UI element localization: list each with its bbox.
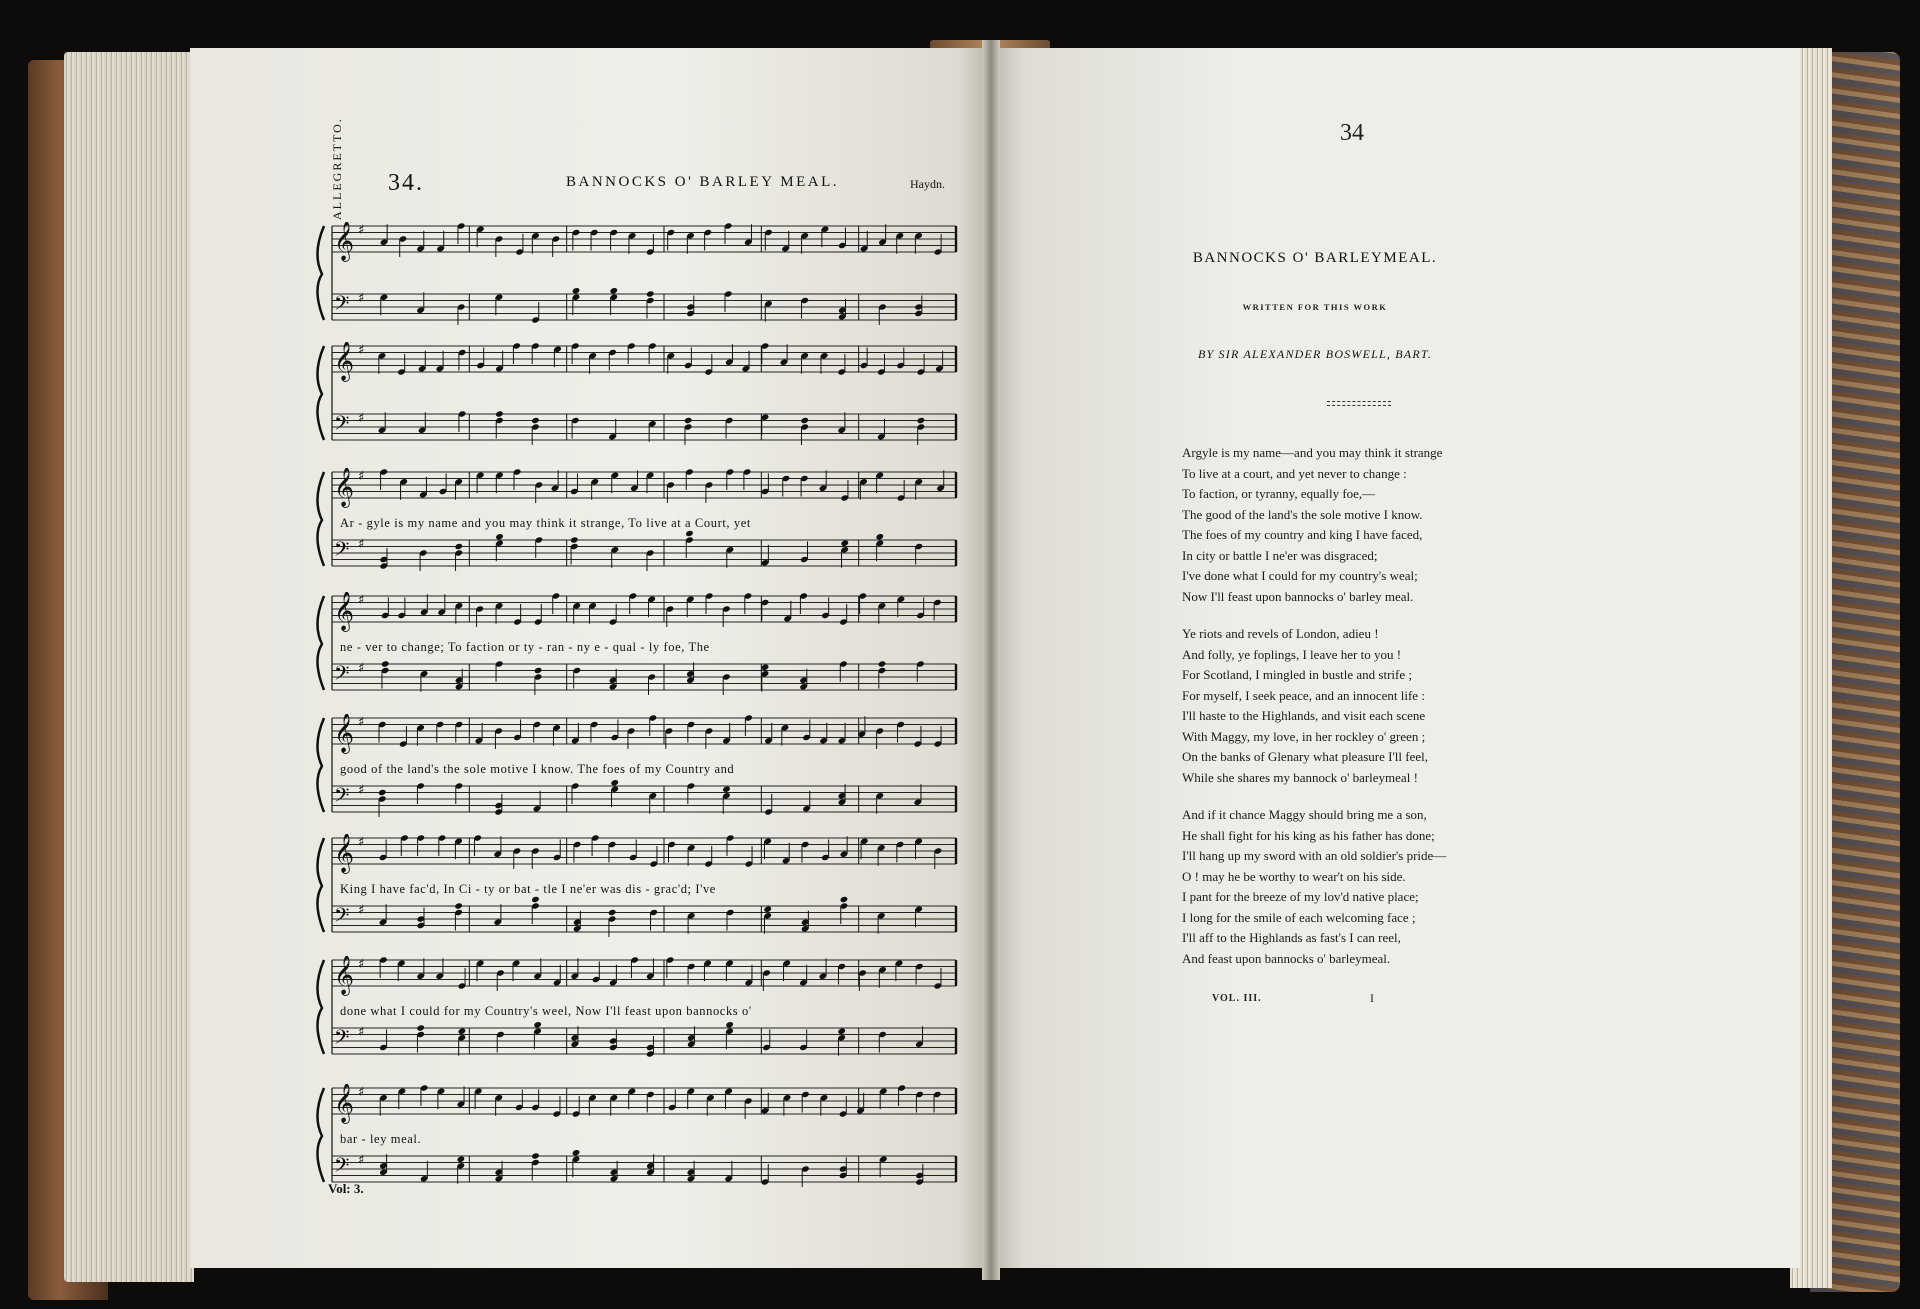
ornamental-rule bbox=[1327, 401, 1391, 406]
svg-text:𝄞: 𝄞 bbox=[334, 222, 355, 261]
stanza-1 bbox=[1182, 443, 1602, 607]
svg-text:♯: ♯ bbox=[358, 782, 365, 798]
left-page-number: 34. bbox=[388, 170, 424, 196]
svg-text:𝄢: 𝄢 bbox=[334, 537, 350, 566]
verse-line: I'll haste to the Highlands, and visit each scene bbox=[1182, 708, 1426, 723]
verse-line: I'll hang up my sword with an old soldier's pride— bbox=[1182, 848, 1447, 863]
svg-text:♯: ♯ bbox=[358, 410, 365, 426]
stanza-3 bbox=[1182, 805, 1602, 969]
verse-line: While she shares my bannock o' barleymeal ! bbox=[1182, 769, 1418, 785]
music-system bbox=[308, 1084, 960, 1202]
verse-line: I long for the smile of each welcoming face ; bbox=[1182, 909, 1416, 925]
svg-text:𝄢: 𝄢 bbox=[334, 291, 350, 320]
verse-line: Argyle is my name—and you may think it strange bbox=[1182, 445, 1443, 460]
svg-text:♯: ♯ bbox=[358, 536, 365, 552]
tempo-marking: ALLEGRETTO. bbox=[330, 117, 344, 220]
svg-text:♯: ♯ bbox=[358, 1084, 365, 1100]
svg-text:𝄞: 𝄞 bbox=[334, 342, 355, 381]
verse-line: To faction, or tyranny, equally foe,— bbox=[1182, 486, 1376, 501]
footer-signature: I bbox=[1370, 991, 1374, 1005]
verse-line: The foes of my country and king I have faced, bbox=[1182, 527, 1423, 542]
music-system bbox=[308, 592, 960, 710]
svg-text:♯: ♯ bbox=[358, 714, 365, 730]
svg-text:𝄢: 𝄢 bbox=[334, 411, 350, 440]
svg-text:♯: ♯ bbox=[358, 902, 365, 918]
verse-line: For Scotland, I mingled in bustle and strife ; bbox=[1182, 667, 1412, 682]
svg-text:♯: ♯ bbox=[358, 660, 365, 676]
verse-line: I've done what I could for my country's weal; bbox=[1182, 568, 1418, 583]
verse-line: For myself, I seek peace, and an innocent life : bbox=[1182, 687, 1425, 703]
book-gutter bbox=[982, 40, 1000, 1280]
music-system bbox=[308, 342, 960, 460]
page-edges-left bbox=[64, 52, 194, 1282]
svg-text:𝄢: 𝄢 bbox=[334, 903, 350, 932]
verse-line: And feast upon bannocks o' barleymeal. bbox=[1182, 950, 1391, 966]
lyric-line: Ar - gyle is my name and you may think it strange, To live at a Court, yet bbox=[340, 516, 751, 530]
lyric-line: bar - ley meal. bbox=[340, 1132, 422, 1146]
svg-text:𝄢: 𝄢 bbox=[334, 661, 350, 690]
verse-line: The good of the land's the sole motive I know. bbox=[1182, 506, 1423, 522]
svg-text:♯: ♯ bbox=[358, 1152, 365, 1168]
svg-text:♯: ♯ bbox=[358, 290, 365, 306]
volume-mark: Vol: 3. bbox=[328, 1181, 364, 1196]
svg-text:𝄢: 𝄢 bbox=[334, 1153, 350, 1182]
lyric-line: King I have fac'd, In Ci - ty or bat - tle I ne'er was dis - grac'd; I've bbox=[340, 882, 716, 896]
verse-line: O ! may he be worthy to wear't on his side. bbox=[1182, 868, 1406, 884]
verse-line: In city or battle I ne'er was disgraced; bbox=[1182, 547, 1378, 563]
verse-line: He shall fight for his king as his father has done; bbox=[1182, 827, 1435, 843]
svg-text:𝄞: 𝄞 bbox=[334, 1084, 355, 1123]
poem-title: BANNOCKS O' BARLEYMEAL. bbox=[1192, 250, 1438, 266]
verse-line: I'll aff to the Highlands as fast's I can reel, bbox=[1182, 930, 1401, 945]
svg-text:𝄞: 𝄞 bbox=[334, 956, 355, 995]
verse-line: And folly, ye foplings, I leave her to you ! bbox=[1182, 646, 1402, 662]
svg-text:♯: ♯ bbox=[358, 1024, 365, 1040]
verse-line: Ye riots and revels of London, adieu ! bbox=[1182, 626, 1379, 641]
svg-text:♯: ♯ bbox=[358, 834, 365, 850]
verse-line: And if it chance Maggy should bring me a son, bbox=[1182, 807, 1427, 822]
svg-text:♯: ♯ bbox=[358, 468, 365, 484]
lyric-line: good of the land's the sole motive I know. The foes of my Country and bbox=[340, 762, 735, 776]
verse-line: I pant for the breeze of my lov'd native place; bbox=[1182, 889, 1419, 904]
music-system bbox=[308, 714, 960, 832]
footer-volume: VOL. III. bbox=[1212, 993, 1262, 1004]
poem-author: BY SIR ALEXANDER BOSWELL, BART. bbox=[1197, 347, 1433, 361]
svg-text:♯: ♯ bbox=[358, 222, 365, 238]
verse-line: To live at a court, and yet never to change : bbox=[1182, 465, 1407, 481]
svg-text:♯: ♯ bbox=[358, 342, 365, 358]
verse-line: With Maggy, my love, in her rockley o' green ; bbox=[1182, 728, 1426, 744]
lyric-line: done what I could for my Country's weel, Now I'll feast upon bannocks o' bbox=[340, 1004, 752, 1018]
composer-name: Haydn. bbox=[910, 177, 945, 191]
verse-line: On the banks of Glenary what pleasure I'll feel, bbox=[1182, 749, 1429, 764]
lyric-line: ne - ver to change; To faction or ty - ran - ny e - qual - ly foe, The bbox=[340, 640, 710, 654]
svg-text:𝄢: 𝄢 bbox=[334, 783, 350, 812]
svg-text:𝄞: 𝄞 bbox=[334, 592, 355, 631]
song-title: BANNOCKS O' BARLEY MEAL. bbox=[566, 174, 839, 190]
poem-subtitle: WRITTEN FOR THIS WORK bbox=[1242, 302, 1388, 312]
music-system bbox=[308, 222, 960, 340]
stanza-2 bbox=[1182, 624, 1602, 788]
svg-text:♯: ♯ bbox=[358, 956, 365, 972]
music-system bbox=[308, 468, 960, 586]
svg-text:𝄞: 𝄞 bbox=[334, 468, 355, 507]
svg-text:𝄢: 𝄢 bbox=[334, 1025, 350, 1054]
music-system bbox=[308, 956, 960, 1074]
svg-text:♯: ♯ bbox=[358, 592, 365, 608]
music-system bbox=[308, 834, 960, 952]
right-page-number: 34 bbox=[1340, 120, 1364, 146]
verse-line: Now I'll feast upon bannocks o' barley meal. bbox=[1182, 588, 1414, 604]
svg-text:𝄞: 𝄞 bbox=[334, 714, 355, 753]
svg-text:𝄞: 𝄞 bbox=[334, 834, 355, 873]
